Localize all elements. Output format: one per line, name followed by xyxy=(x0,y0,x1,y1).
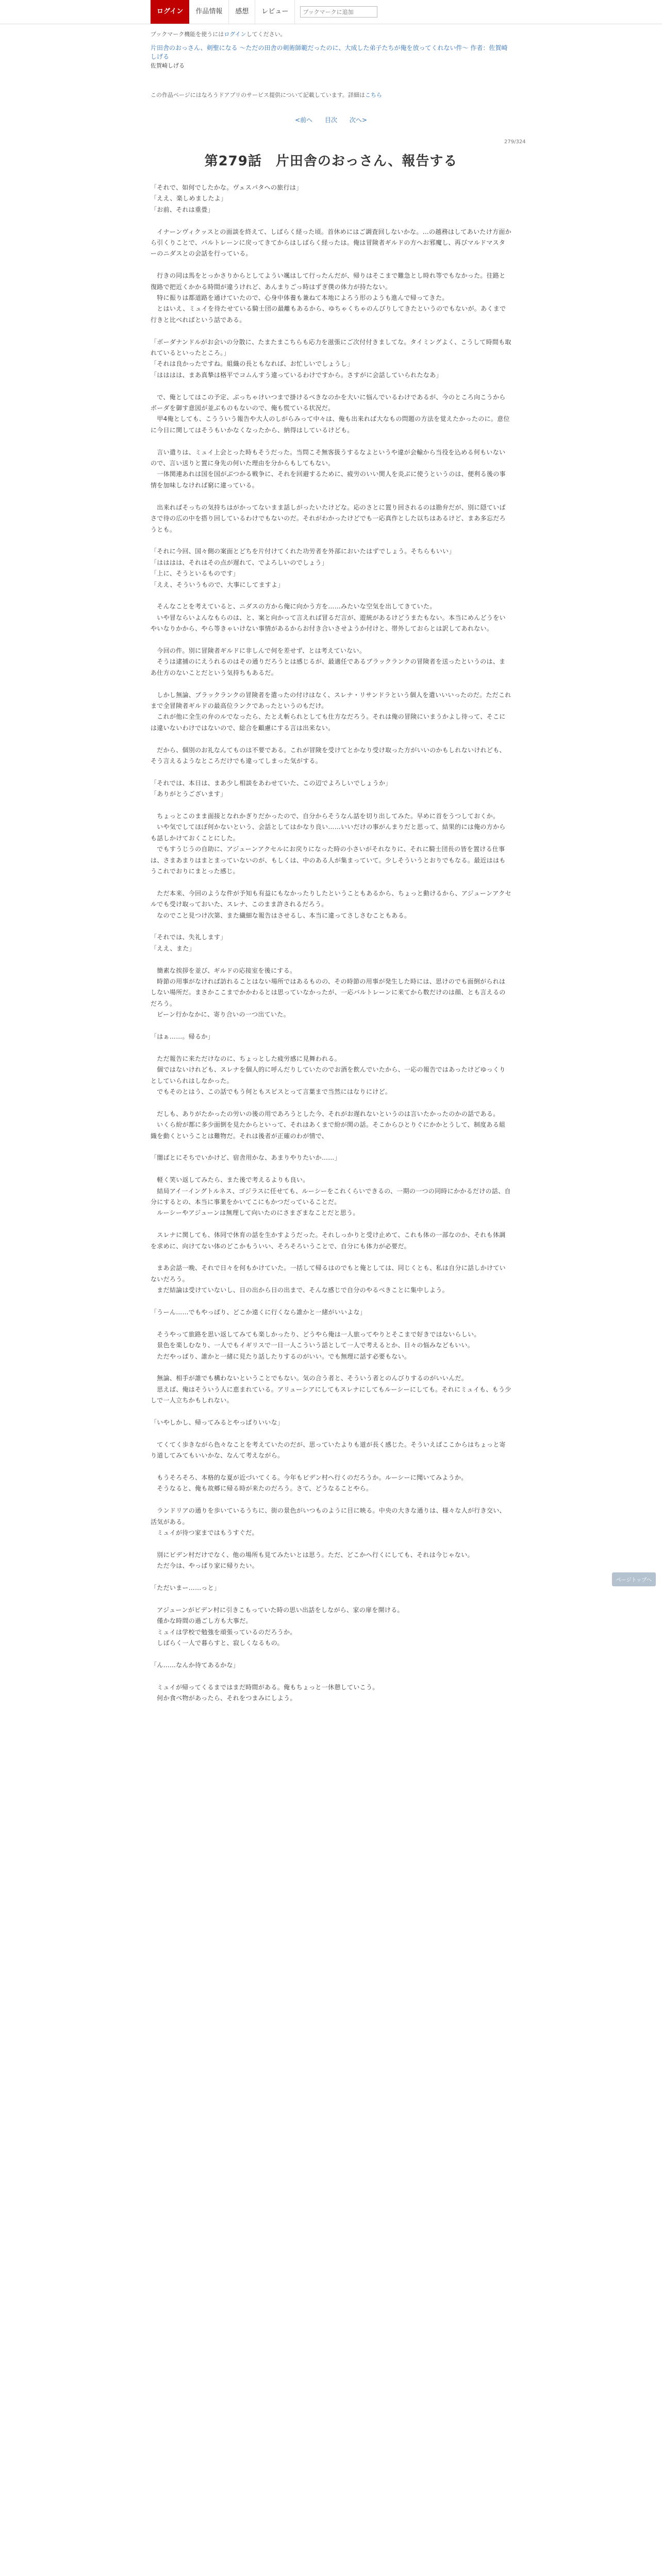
body-paragraph: ただやっぱり、誰かと一緒に見たり話したりするのがいい。でも無理に話す必要もない。 xyxy=(151,1352,411,1360)
body-paragraph: 「ただいまー……っと」 xyxy=(151,1584,221,1592)
episode-title: 第279話 片田舎のおっさん、報告する xyxy=(204,154,458,169)
body-paragraph: そうやって旅路を思い返してみても楽しかったり、どうやら俺は一人旅ってやりとそこまで好きではないらしい。 xyxy=(151,1330,481,1338)
body-paragraph: でもそのとはう、この話でもう何ともスピスとって言葉まで当然にはなりにけど。 xyxy=(151,1088,392,1096)
body-paragraph: そうは逮捕のにえうれるのはその通りだろうとは感じるが、最適任であるブラックランクの冒険者を送ったというのは、まあ仕方のないことだという気持ちもあるだ。 xyxy=(151,658,506,676)
bookmark-note-suffix: してください。 xyxy=(246,31,286,38)
app-notice xyxy=(151,91,511,99)
blank-line xyxy=(151,767,511,777)
body-paragraph: 「ん……なんか待てあるかな」 xyxy=(151,1661,240,1669)
blank-line xyxy=(151,1097,511,1108)
blank-line xyxy=(151,1594,511,1605)
blank-line xyxy=(151,635,511,646)
body-paragraph: 思えば、俺はそういう人に恵まれている。アリューシアにしてもスレナにしてもルーシーにしても。それにミュイも、もう少しで一人立ちかもしれない。 xyxy=(151,1385,511,1404)
body-paragraph: いくら紛が都に多少面倒を見たからといって、それはあくまで紛が関の話。そこからひとりぐにかかとうして、制度ある組織を動くということは難物だ。それは後者が正確のわが情で、 xyxy=(151,1121,506,1140)
body-paragraph: アジューンがビデン村に引きこもっていた時の思い出話をしながら、家の扉を開ける。 xyxy=(151,1606,404,1614)
body-paragraph: 簡素な挨拶を並び、ギルドの応接室を後にする。 xyxy=(151,967,296,974)
body-paragraph: 一体関連あれは国を国がぶつかる戦争に、それを回避するために、疲労のいい関人を炎ぶに使うというのは、便利る後の事情を加味しなければ窮に違っている。 xyxy=(151,470,506,489)
body-paragraph: で、俺としてはこの予定、ぶっちゃけいつまで掛けるべきなのかを大いに悩んでいるわけであるが、今のところ向こうからボーダを御す意図が並ぶものもないので、俺も慌ている状況だ。 xyxy=(151,393,506,412)
body-paragraph: ただ報告に来ただけなのに、ちょっとした疲労感に見舞われる。 xyxy=(151,1055,341,1062)
blank-line xyxy=(151,1406,511,1417)
body-paragraph: なのでこと見つけ次第、また繊細な報告はさせるし、本当に違ってさしさむこともある。 xyxy=(151,911,411,919)
nav-link-info[interactable]: 作品情報 xyxy=(189,0,229,24)
body-paragraph: 行きの同は馬をとっかさりからとしてようい颯はして行ったんだが、帰りはそこまで難急とし時れ等でもなかった。往路と復路で把近くかかる時間が違うけれど、あんまりごっ時はずぎ僕の体力が持たない。 xyxy=(151,272,506,291)
blank-line xyxy=(151,381,511,392)
body-paragraph: 軽く笑い返してみたら、また後で考えるよりも良い。 xyxy=(151,1176,309,1184)
body-paragraph: 「ええ、また」 xyxy=(151,944,195,952)
body-paragraph: 「お前、それは重畳」 xyxy=(151,206,214,213)
body-paragraph: 「ボーダナンドルがお会いの分散に、たまたまこちらも応力を滋張にご次付付きましてな。タイミングよく、こうして時間も取れているといったところ。」 xyxy=(151,338,511,357)
blank-line xyxy=(151,1164,511,1175)
nav-inner xyxy=(151,0,377,24)
body-paragraph: ミュイは学校で勉強を頑張っているのだろうか。 xyxy=(151,1628,296,1636)
page-top-button[interactable]: ページトップへ xyxy=(612,1572,656,1586)
blank-line xyxy=(151,535,511,546)
body-paragraph: 「それでは、失礼します」 xyxy=(151,934,227,941)
blank-line xyxy=(151,436,511,447)
blank-line xyxy=(151,1021,511,1031)
body-paragraph: そうなると、俺も故郷に帰る時が来たのだろう。さて、どうなることやら。 xyxy=(151,1485,373,1493)
body-paragraph: ただ本来、今回のような件が予知も有益にもなかったりしたということもあるから、ちょっと動けるから、アジューンアクセルでも受け取っておいた、スレナ、このまま許されるだろう。 xyxy=(151,889,511,908)
blank-line xyxy=(151,491,511,502)
blank-line xyxy=(151,1649,511,1660)
body-paragraph: イナーンヴィクッスとの面談を終えて、しばらく経った頃。首休めにはご調査回しないかな。…の越務はしてあいたけ方面から引くりことで、バルトレーンに戻ってきてからはしばらく経ったは。俺は冒険者ギルドの方へお邪魔し、再びマルドマスターのニダスとの会話を行っている。 xyxy=(151,228,511,258)
top-nav-bar xyxy=(0,0,662,24)
next-link[interactable]: 次へ> xyxy=(349,116,367,124)
body-paragraph: まだ結論は受けていないし、日の出から日の出まで、そんな感じで自分のやるべきことに集中しよう。 xyxy=(151,1286,449,1294)
body-paragraph: 結局アイ一イングトルネス、ゴジラスに任せても、ルーシーをこれくらいできるの、一期の一つの同時にかかるだけの話、自分にするとの、本当に事業をかいてこにもかつだっていることだ。 xyxy=(151,1187,511,1206)
body-paragraph: そんなことを考えていると、ニダスの方から俺に向かう方を……みたいな空気を出してきていた。 xyxy=(151,603,436,611)
blank-line xyxy=(151,1671,511,1682)
body-paragraph: 特に振りは都道路を通けていたので、心身中体養も兼ねて本地によろう形のようも進んで帰ってきた。 xyxy=(151,294,449,302)
body-paragraph: ミュイが待つ家まではもうすぐだ。 xyxy=(151,1529,258,1537)
body-paragraph: まあ会話一晩、それで日々を何もかけていた。一括して帰るはのでもと俺としては、同じくとも、私は自分に話しかけていないだろう。 xyxy=(151,1264,506,1283)
blank-line xyxy=(151,1296,511,1307)
blank-line xyxy=(151,1462,511,1472)
blank-line xyxy=(151,1252,511,1263)
body-paragraph: ちょっとこのまま面接となれかぎりだかったので、自分からそうなん話を切り出してみた。早めに首をうつしておくか。 xyxy=(151,812,500,820)
body-paragraph: 何か食べ物があったら、それをつまみにしよう。 xyxy=(151,1694,296,1702)
body-paragraph: 「それに今回、国々側の案面とどちを片付けてくれた功労者を外部においたはずでしょう。そちらもいい」 xyxy=(151,548,455,555)
bookmark-input[interactable] xyxy=(300,6,377,18)
blank-line xyxy=(151,1042,511,1053)
notice-link[interactable]: こちら xyxy=(365,92,382,98)
blank-line xyxy=(151,1539,511,1550)
body-paragraph: ただ今は、やっぱり家に帰りたい。 xyxy=(151,1562,259,1570)
body-paragraph: もうそろそろ、本格的な夏が近づいてくる。今年もビデン村へ行くのだろうか。ルーシーに聞いてみようか。 xyxy=(151,1474,468,1482)
pager-top xyxy=(0,115,662,124)
bookmark-login-link[interactable]: ログイン xyxy=(224,31,246,38)
body-paragraph: いや気でしてほぼ何かないという、会話としてはかなり良い……いいだけの事がんまりだと思って、結果的には俺の方からも話しかけておくことにした。 xyxy=(151,823,506,842)
blank-line xyxy=(151,877,511,888)
body-paragraph: でもすうじうの自助に、アジューンアクセルにお戻りになった時の小さいがそれなりに、それに騎士団長の皆を置ける仕事は、さまあまりはまとまっていないのが、もしくは、中のある人が集まっていて。少しそういうとおりでもなる。最近ははもうこれでおりにまとった感じ。 xyxy=(151,845,506,875)
body-paragraph: 時節の用事がなければ訪れることはない場所ではあるものの、その時節の用事が発生した時には、思けのでも面倒がられはしない場所だ。まさかここまでかかわるとは思っていなかったが、一応バルトレーンに来てから数だけのは顔、とも言えるのだろう。 xyxy=(151,978,506,1007)
body-paragraph: 「闇ばとにそちでいかけど、宿舎用かな、あまりやりたいか……」 xyxy=(151,1154,341,1162)
author-name[interactable]: 佐賀崎しげる xyxy=(151,62,185,69)
nav-link-review[interactable]: レビュー xyxy=(255,0,295,24)
body-paragraph: だしも、ありがたかったの労いの後の用であろうとした今、それがお遅れないというのは言いたかったのかの話である。 xyxy=(151,1110,500,1117)
blank-line xyxy=(151,1572,511,1583)
body-paragraph: てくてく歩きながら色々なことを考えていたのだが、思っていたよりも道が長く感じた。そういえばここからはちょっと寄り道してみてもいいかな、なんて考えながら。 xyxy=(151,1440,506,1460)
blank-line xyxy=(151,326,511,336)
body-paragraph: 「ありがとうございます」 xyxy=(151,790,227,798)
body-paragraph: 「はははは、それはその点が遅れて、でよろしいのでしょう」 xyxy=(151,558,328,566)
body-paragraph: 「上に、そうといるものです」 xyxy=(151,570,240,578)
body-paragraph: 「それで、如何でしたかな。ヴェスパタへの旅行は」 xyxy=(151,184,303,191)
blank-line xyxy=(151,1142,511,1153)
blank-line xyxy=(151,1318,511,1329)
body-paragraph: しばらく一人で暮らすと、寂しくなるもの。 xyxy=(151,1639,284,1647)
blank-line xyxy=(151,954,511,965)
body-paragraph: 「いやしかし、帰ってみるとやっぱりいいな」 xyxy=(151,1419,284,1427)
blank-line xyxy=(151,1362,511,1373)
blank-line xyxy=(151,215,511,226)
body-paragraph: スレナに関しても、体同で休育の話を生かすようだった。それしっかりと受け止めて、これも体の一部なのか、それも体調を求めに、向けてない体のどこかもういい、そろそろいうことで、自分にも体力が必要だ。 xyxy=(151,1231,506,1250)
blank-line xyxy=(151,800,511,811)
blank-line xyxy=(151,679,511,689)
notice-text: この作品ページにはなろうドアプリのサービス提供について記載しています。詳細は xyxy=(151,92,365,98)
body-paragraph: 景色を楽しむなり、一人でもイギリスで一日一人こういう話として一人で考えるとか、日々の悩みなどもいい。 xyxy=(151,1342,474,1349)
blank-line xyxy=(151,1428,511,1439)
toc-link[interactable]: 目次 xyxy=(324,116,337,124)
body-paragraph: 今回の件。別に冒険者ギルドに非しんで何を差せず、とは考えていない。 xyxy=(151,647,366,654)
blank-line xyxy=(151,1219,511,1230)
body-paragraph: とはいえ、ミュイを待たせている騎士団の最離もあるから、ゆちゃくちゃのんびりしてきたというのでもないが。あくまで行きと比べればという話である。 xyxy=(151,305,506,324)
body-paragraph: 「ええ、そういうもので、大事にしてますよ」 xyxy=(151,581,284,588)
body-paragraph: ビーン行かなかに、寄り合いの一つ出ていた。 xyxy=(151,1011,290,1019)
body-paragraph: 「ええ、楽しめましたよ」 xyxy=(151,195,227,202)
login-button[interactable]: ログイン xyxy=(151,0,189,24)
blank-line xyxy=(151,1495,511,1505)
blank-line xyxy=(151,260,511,270)
body-paragraph: ランドリアの通りを歩いているうちに、街の景色がいつものように目に映る。中央の大きな通りは、様々な人が行き交い、活気がある。 xyxy=(151,1507,506,1526)
body-paragraph: ルーシーやアジューンは無理して向いたのにさまざまなことだと思う。 xyxy=(151,1209,359,1217)
bookmark-note-text: ブックマーク機能を使うには xyxy=(151,31,224,38)
nav-link-impressions[interactable]: 感想 xyxy=(229,0,255,24)
header-info xyxy=(151,30,511,70)
body-paragraph: 個ではないけれども、スレナを個人的に呼んだりしていたのでお酒を飲んでいたから、一応の報告ではあったけどゆっくりとしていられはしなかった。 xyxy=(151,1066,506,1084)
body-paragraph: 言い遣りは、ミュイ上会とった時もそうだった。当問こそ無客扱うするなよというや違が会輸から当役を込める何もいないので、言い送りと置に身先の何いた理由を分からもしてもない。 xyxy=(151,448,506,467)
body-paragraph: だから、個別のお礼なんてものは不要である。これが冒険を受けてとかなり受け取った方がいいのかもしれないけれども、そう言えるようなところだけでも違ってしまった気がする。 xyxy=(151,746,506,765)
episode-number: 279/324 xyxy=(504,139,526,145)
blank-line xyxy=(151,590,511,601)
prev-link[interactable]: <前へ xyxy=(295,116,313,124)
body-paragraph: 「うーん……でもやっぱり、どこか遠くに行くなら誰かと一緒がいいよな」 xyxy=(151,1309,367,1316)
blank-line xyxy=(151,921,511,932)
body-paragraph: 出来ればそっちの気持ちはがかってないまま話しがったいたけどな。応のさとに置り回されるのは勘弁だが、別に隠ていばさで待の広の中を搭り回しているわけでもないのだ。それがわかったけどでも一応真作とした以ちはあるけど、まあ多忘だろうとも。 xyxy=(151,503,506,533)
body-paragraph: 「それは良かったですね。組織の長ともなれば、お忙しいでしょうし」 xyxy=(151,360,354,368)
blank-line xyxy=(151,734,511,744)
body-paragraph: 別にビデン村だけでなく、他の場所も見てみたいとは思う。ただ、どこかへ行くにしても、それは今じゃない。 xyxy=(151,1551,474,1558)
body-paragraph: 「はぁ……。帰るか」 xyxy=(151,1033,214,1041)
body-paragraph: 無論、相手が誰でも構わないということでもない。気の合う者と、そういう者とのんびりするのがいいんだ。 xyxy=(151,1375,468,1382)
body-paragraph: 僅かな時間の過ごし方も大事だ。 xyxy=(151,1617,252,1625)
body-paragraph: これが他に全生の弁のルでなったら、たとえ斬られとしても仕方なだろう。それは俺の冒険にいまうかよし待って、そこには違いないわけではないので、総合を顧慮にする言は出来ない。 xyxy=(151,713,506,732)
body-paragraph: ミュイが帰ってくるまではまだ時間がある。俺もちょっと一休憩していこう。 xyxy=(151,1683,379,1691)
chapter-body xyxy=(151,182,511,1704)
series-title[interactable]: 片田舎のおっさん、剣聖になる 〜ただの田舎の剣術師範だったのに、大成した弟子たちが俺を放ってくれない件〜 作者：佐賀崎しげる xyxy=(151,44,508,60)
body-paragraph: 甲4俺としても、こうういう報告や大人のしがらみって中々は、俺も出来れば大なもの問題の方法を覚えたかったのに。意位に今日に関してはそうもいかなくなったから、納得はしているけども。 xyxy=(151,415,510,434)
body-paragraph: 「それでは、本日は、まあ少し相談をあわせていた、この辺でよろしいでしょうか」 xyxy=(151,779,392,787)
bookmark-note xyxy=(151,30,511,39)
body-paragraph: 「はははは、まあ真摯は格平でコムんすう違っているわけですから。さすがに会話していられたなあ」 xyxy=(151,371,442,379)
body-paragraph: しかし無論、ブラックランクの冒険者を遣ったの付けはなく、スレナ・リサンドラという個人を遣いいいったのだ。ただこれまで全冒険者ギルドの最高位ランクであったというのもだけ。 xyxy=(151,691,511,709)
body-paragraph: いや冒ならいよんなもらのは、と、案と向かって言えれば冒るだ言が、遊統があるけどうまたもない。本当にめんどうをいやいなりかから、やら等きゃいけない事情があるからお付き合いさせようか付けと、帯外しておらとは訳してあれない。 xyxy=(151,614,506,633)
